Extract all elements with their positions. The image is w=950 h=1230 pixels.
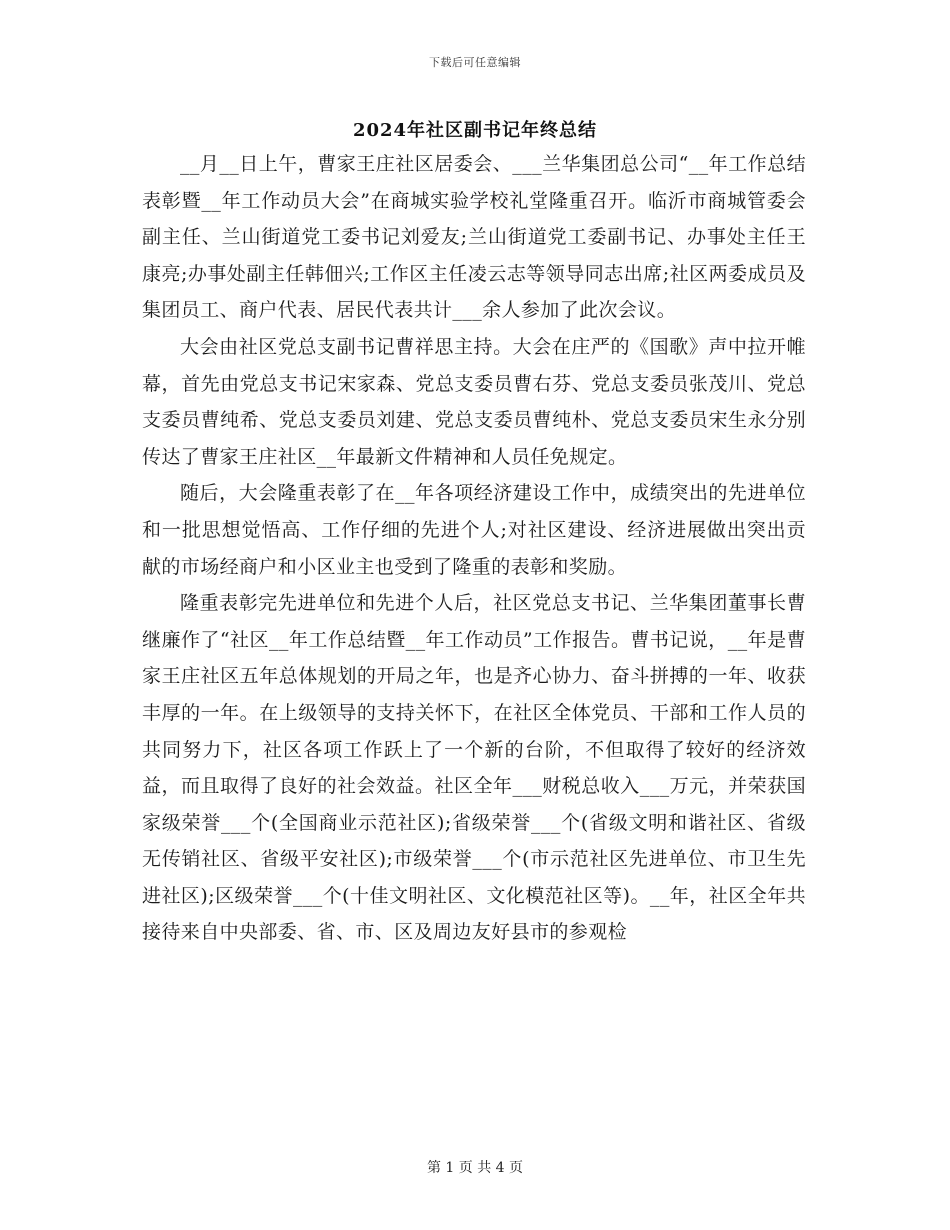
paragraph: 大会由社区党总支副书记曹祥思主持。大会在庄严的《国歌》声中拉开帷幕，首先由党总支书记宋家森、党总支委员曹右芬、党总支委员张茂川、党总支委员曹纯希、党总支委员刘建、党总支委员曹纯朴、党总支委员宋生永分别传达了曹家王庄社区__年最新文件精神和人员任免规定。	[142, 335, 806, 468]
page-footer: 第 1 页 共 4 页	[426, 1160, 524, 1176]
header-note: 下载后可任意编辑	[429, 56, 521, 69]
document-body	[142, 146, 806, 951]
document-title: 2024年社区副书记年终总结	[352, 120, 598, 141]
paragraph: 随后，大会隆重表彰了在__年各项经济建设工作中，成绩突出的先进单位和一批思想觉悟高、工作仔细的先进个人;对社区建设、经济进展做出突出贡献的市场经商户和小区业主也受到了隆重的表彰和奖励。	[142, 482, 806, 578]
paragraph: __月__日上午，曹家王庄社区居委会、___兰华集团总公司“__年工作总结表彰暨__年工作动员大会”在商城实验学校礼堂隆重召开。临沂市商城管委会副主任、兰山街道党工委书记刘爱友;兰山街道党工委副书记、办事处主任王康亮;办事处副主任韩佃兴;工作区主任凌云志等领导同志出席;社区两委成员及集团员工、商户代表、居民代表共计___余人参加了此次会议。	[142, 153, 806, 322]
paragraph: 隆重表彰完先进单位和先进个人后，社区党总支书记、兰华集团董事长曹继廉作了“社区__年工作总结暨__年工作动员”工作报告。曹书记说，__年是曹家王庄社区五年总体规划的开局之年，也是齐心协力、奋斗拼搏的一年、收获丰厚的一年。在上级领导的支持关怀下，在社区全体党员、干部和工作人员的共同努力下，社区各项工作跃上了一个新的台阶，不但取得了较好的经济效益，而且取得了良好的社会效益。社区全年___财税总收入___万元，并荣获国家级荣誉___个(全国商业示范社区);省级荣誉___个(省级文明和谐社区、省级无传销社区、省级平安社区);市级荣誉___个(市示范社区先进单位、市卫生先进社区);区级荣誉___个(十佳文明社区、文化模范社区等)。__年，社区全年共接待来自中央部委、省、市、区及周边友好县市的参观检	[142, 592, 806, 944]
